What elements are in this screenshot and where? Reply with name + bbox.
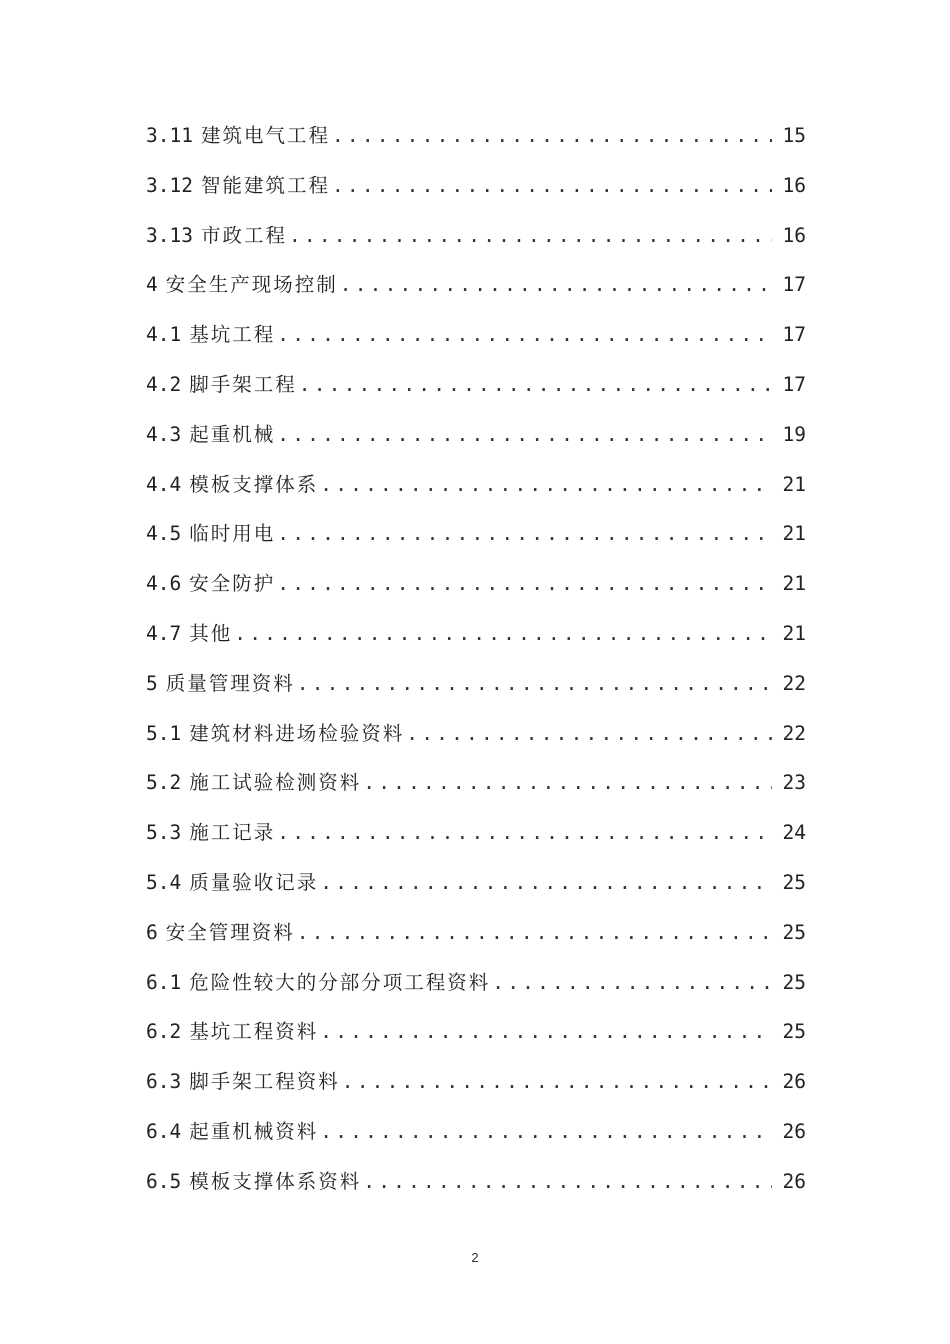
toc-entry xyxy=(146,709,806,759)
toc-entry-title: 质量验收记录 xyxy=(189,870,319,894)
toc-leader-dots xyxy=(320,858,772,908)
toc-entry-title: 模板支撑体系 xyxy=(189,472,319,496)
toc-entry xyxy=(146,758,806,808)
toc-entry-number: 5.1 xyxy=(146,721,182,745)
toc-entry-page: 25 xyxy=(782,1020,806,1044)
toc-leader-dots xyxy=(289,211,772,261)
toc-entry-title: 起重机械资料 xyxy=(189,1119,319,1143)
toc-entry-title: 脚手架工程资料 xyxy=(189,1070,340,1094)
toc-entry-number: 4.7 xyxy=(146,621,182,645)
toc-entry xyxy=(146,1007,806,1057)
toc-entry-title: 其他 xyxy=(189,621,233,645)
toc-entry-number: 5.4 xyxy=(146,870,182,894)
toc-entry-number: 3.13 xyxy=(146,223,193,247)
toc-entry-page: 22 xyxy=(782,721,806,745)
toc-entry xyxy=(146,1057,806,1107)
toc-entry-number: 6.4 xyxy=(146,1119,182,1143)
toc-entry-title: 基坑工程资料 xyxy=(189,1020,319,1044)
toc-leader-dots xyxy=(297,659,772,709)
toc-leader-dots xyxy=(299,360,772,410)
toc-entry xyxy=(146,211,806,261)
toc-entry xyxy=(146,360,806,410)
toc-entry-number: 6 xyxy=(146,920,158,944)
toc-entry xyxy=(146,958,806,1008)
toc-entry-page: 26 xyxy=(782,1119,806,1143)
toc-entry-page: 22 xyxy=(782,671,806,695)
toc-entry-number: 5 xyxy=(146,671,158,695)
toc-entry-title: 安全防护 xyxy=(189,572,276,596)
toc-entry-title: 市政工程 xyxy=(200,223,287,247)
toc-entry-title: 安全生产现场控制 xyxy=(165,273,338,297)
toc-leader-dots xyxy=(363,758,772,808)
toc-entry xyxy=(146,908,806,958)
toc-entry-title: 危险性较大的分部分项工程资料 xyxy=(189,970,491,994)
toc-entry-number: 4.1 xyxy=(146,323,182,347)
toc-entry xyxy=(146,310,806,360)
toc-leader-dots xyxy=(406,709,772,759)
toc-entry-number: 6.5 xyxy=(146,1169,182,1193)
toc-entry xyxy=(146,111,806,161)
toc-entry-page: 26 xyxy=(782,1070,806,1094)
toc-leader-dots xyxy=(277,310,772,360)
toc-entry xyxy=(146,1157,806,1207)
toc-entry xyxy=(146,460,806,510)
toc-entry-number: 4 xyxy=(146,273,158,297)
toc-entry xyxy=(146,161,806,211)
toc-entry-number: 4.5 xyxy=(146,522,182,546)
toc-entry-page: 25 xyxy=(782,870,806,894)
toc-entry-page: 25 xyxy=(782,970,806,994)
toc-leader-dots xyxy=(277,559,772,609)
toc-entry-title: 施工记录 xyxy=(189,821,276,845)
toc-entry-number: 5.2 xyxy=(146,771,182,795)
toc-entry-number: 4.3 xyxy=(146,422,182,446)
toc-entry-title: 安全管理资料 xyxy=(165,920,295,944)
toc-leader-dots xyxy=(277,808,772,858)
toc-entry-title: 模板支撑体系资料 xyxy=(189,1169,362,1193)
toc-entry-number: 3.11 xyxy=(146,124,193,147)
toc-entry-page: 23 xyxy=(782,771,806,795)
toc-entry-number: 6.1 xyxy=(146,970,182,994)
toc-entry-number: 3.12 xyxy=(146,173,193,197)
toc-leader-dots xyxy=(320,1007,772,1057)
toc-entry-number: 4.2 xyxy=(146,372,182,396)
toc-entry-title: 基坑工程 xyxy=(189,323,276,347)
toc-leader-dots xyxy=(277,410,772,460)
toc-leader-dots xyxy=(342,1057,772,1107)
toc-entry xyxy=(146,659,806,709)
toc-entry-title: 质量管理资料 xyxy=(165,671,295,695)
toc-leader-dots xyxy=(297,908,772,958)
toc-entry xyxy=(146,410,806,460)
toc-entry xyxy=(146,559,806,609)
toc-leader-dots xyxy=(234,609,772,659)
toc-entry-title: 起重机械 xyxy=(189,422,276,446)
toc-entry-page: 17 xyxy=(782,323,806,347)
toc-entry-title: 建筑材料进场检验资料 xyxy=(189,721,405,745)
toc-entry-page: 21 xyxy=(782,472,806,496)
toc-leader-dots xyxy=(320,460,772,510)
toc-entry xyxy=(146,1107,806,1157)
toc-entry xyxy=(146,808,806,858)
toc-leader-dots xyxy=(277,509,772,559)
toc-entry-title: 临时用电 xyxy=(189,522,276,546)
page-number: 2 xyxy=(471,1250,479,1265)
toc-entry-number: 5.3 xyxy=(146,821,182,845)
toc-entry-number: 6.3 xyxy=(146,1070,182,1094)
toc-leader-dots xyxy=(320,1107,772,1157)
toc-leader-dots xyxy=(332,111,772,161)
toc-entry-title: 脚手架工程 xyxy=(189,372,297,396)
toc-entry-page: 21 xyxy=(782,621,806,645)
toc-entry-number: 6.2 xyxy=(146,1020,182,1044)
toc-leader-dots xyxy=(492,958,772,1008)
table-of-contents xyxy=(146,111,806,1207)
toc-entry-title: 智能建筑工程 xyxy=(200,173,330,197)
toc-entry-page: 15 xyxy=(782,124,806,147)
toc-entry-page: 25 xyxy=(782,920,806,944)
toc-entry-page: 24 xyxy=(782,821,806,845)
toc-entry-number: 4.6 xyxy=(146,572,182,596)
toc-entry xyxy=(146,609,806,659)
toc-entry xyxy=(146,858,806,908)
toc-entry-page: 17 xyxy=(782,273,806,297)
toc-entry-page: 16 xyxy=(782,223,806,247)
toc-leader-dots xyxy=(363,1157,772,1207)
toc-entry xyxy=(146,260,806,310)
toc-entry-page: 21 xyxy=(782,522,806,546)
toc-entry-page: 21 xyxy=(782,572,806,596)
toc-entry-page: 19 xyxy=(782,422,806,446)
toc-entry-page: 17 xyxy=(782,372,806,396)
toc-entry-number: 4.4 xyxy=(146,472,182,496)
toc-entry-title: 建筑电气工程 xyxy=(200,124,330,147)
toc-leader-dots xyxy=(340,260,772,310)
toc-leader-dots xyxy=(332,161,772,211)
toc-entry xyxy=(146,509,806,559)
toc-entry-page: 16 xyxy=(782,173,806,197)
toc-entry-title: 施工试验检测资料 xyxy=(189,771,362,795)
toc-entry-page: 26 xyxy=(782,1169,806,1193)
